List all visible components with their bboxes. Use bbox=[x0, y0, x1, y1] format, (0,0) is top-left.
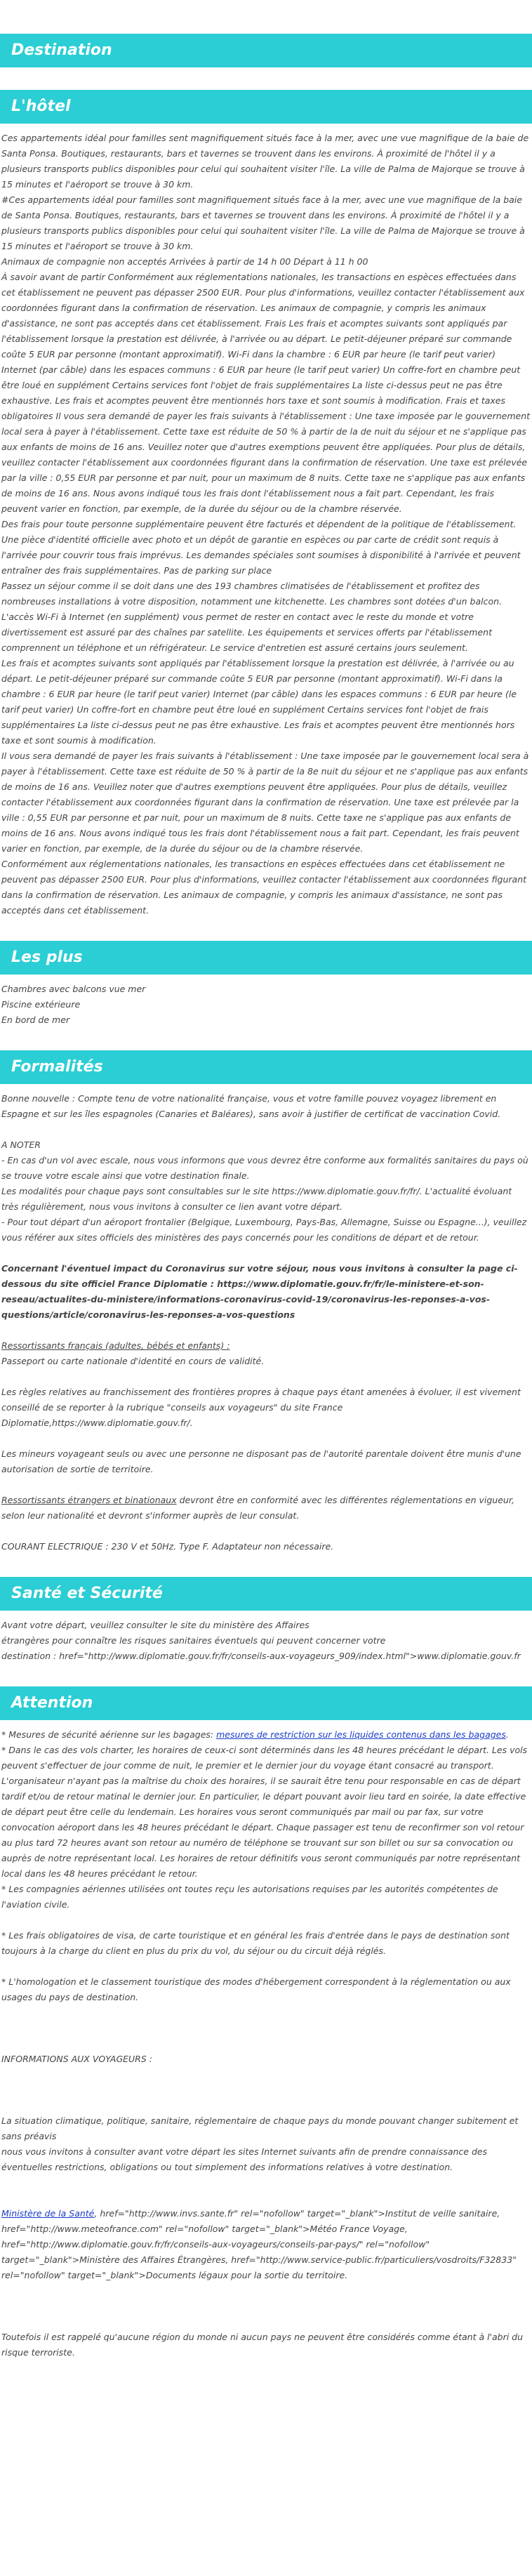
section-header-hotel bbox=[0, 90, 532, 124]
sante-line: destination : href="http://www.diplomatie.gouv.fr/fr/conseils-aux-voyageurs_909/index.html">www.diplomatie.gouv.fr bbox=[1, 1651, 521, 1661]
horaires-text: * Dans le cas des vols charter, les horaires de ceux-ci sont déterminés dans les 48 heures précédant le départ. Les vols peuvent s'effectuer de jour comme de nuit, le premier et le dernier jour du voyage étant consacré au transport. L'organisateur n'ayant pas la maîtrise du choix des horaires, il se saurait être tenu pour responsable en cas de départ tardif et/ou de retour matinal le dernier jour. En particulier, le départ pouvant avoir lieu tard en soirée, la date effective de départ peut être celle du lendemain. Les horaires vous seront communiqués par mail ou par fax, sur votre convocation aéroport dans les 48 heures précédant le départ. Chaque passager est tenu de reconfirmer son vol retour au plus tard 72 heures avant son retour au numéro de téléphone se trouvant sur son billet ou sur sa convocation ou auprès de notre représentant local. Les horaires de retour définitifs vous seront communiqués par notre représentant local dans les 48 heures précédant le retour. bbox=[1, 1745, 528, 1879]
infos-title: INFORMATIONS AUX VOYAGEURS : bbox=[1, 2054, 152, 2064]
useful-links-text: , href="http://www.invs.sante.fr" rel="nofollow" target="_blank">Institut de veille sanitaire, href="http://www.meteofrance.com" rel="nofollow" target="_blank">Météo France Voyage, href="http://www.diplomatie.gouv.fr/fr/conseils-aux-voyageurs/conseils-par-pays/" rel="nofollow" target="_blank">Ministère des Affaires Étrangères, href="http://www.service-public.fr/particuliers/vosdroits/F32833" rel="nofollow" target="_blank">Documents légaux pour la sortie du territoire. bbox=[1, 2208, 517, 2280]
plus-list bbox=[0, 982, 532, 1028]
sante-line: Avant votre départ, veuillez consulter le site du ministère des Affaires bbox=[1, 1620, 310, 1630]
foreign-nationals bbox=[1, 1493, 531, 1524]
hotel-paragraph: Animaux de compagnie non acceptés Arrivées à partir de 14 h 00 Départ à 11 h 00 bbox=[1, 256, 368, 267]
foreign-title: Ressortissants étrangers et binationaux bbox=[1, 1495, 177, 1505]
sante-content bbox=[0, 1618, 532, 1664]
section-title: Attention bbox=[11, 1694, 93, 1712]
hotel-paragraph: Passez un séjour comme il se doit dans une des 193 chambres climatisées de l'établissement et profitez des nombreuses installations à votre disposition, notamment une kitchenette. Les chambres sont dotées d'un balcon. L'accès Wi-Fi à Internet (en supplément) vous permet de rester en contact avec le reste du monde et votre divertissement est assuré par des chaînes par satellite. Les équipements et services offerts par l'établissement comprennent un téléphone et un réfrigérateur. Le service d'entretien est assuré certains jours seulement. bbox=[1, 581, 503, 653]
note-line: - Pour tout départ d'un aéroport frontalier (Belgique, Luxembourg, Pays-Bas, Allemagne, Suisse ou Espagne...), veuillez vous référer aux sites officiels des ministères des pays concernés pour les conditions de départ et de retour. bbox=[1, 1217, 527, 1243]
rules-text: Les règles relatives au franchissement des frontières propres à chaque pays étant amenées à évoluer, il est vivement conseillé de se reporter à la rubrique "conseils aux voyageurs" du site France Diplomatie,https://www.diplomatie.gouv.fr/. bbox=[1, 1387, 521, 1428]
terrorism-notice: Toutefois il est rappelé qu'aucune région du monde ni aucun pays ne peuvent être considérés comme étant à l'abri du risque terroriste. bbox=[1, 2332, 524, 2358]
section-header-sante bbox=[0, 1577, 532, 1611]
hotel-paragraph: À savoir avant de partir Conformément aux réglementations nationales, les transactions en espèces effectuées dans cet établissement ne peuvent pas dépasser 2500 EUR. Pour plus d'informations, veuillez contacter l'établissement aux coordonnées figurant dans la confirmation de réservation. Les animaux de compagnie, y compris les animaux d'assistance, ne sont pas acceptés dans cet établissement. Frais Les frais et acomptes suivants sont appliqués par l'établissement lorsque la prestation est délivrée, à l'arrivée ou au départ. Le petit-déjeuner préparé sur commande coûte 5 EUR par personne (montant approximatif). Wi-Fi dans la chambre : 6 EUR par heure (le tarif peut varier) Internet (par câble) dans les espaces communs : 6 EUR par heure (le tarif peut varier) Un coffre-fort en chambre peut être loué en supplément Certains services font l'objet de frais supplémentaires La liste ci-dessus peut ne pas être exhaustive. Les frais et acomptes peuvent être mentionnés hors taxe et sont soumis à modification. Frais et taxes obligatoires Il vous sera demandé de payer les frais suivants à l'établissement : Une taxe imposée par le gouvernement local sera à payer à l'établissement. Cette taxe est réduite de 50 % à partir de la de nuit du séjour et ne s'applique pas aux enfants de moins de 16 ans. Veuillez noter que d'autres exemptions peuvent être appliquées. Pour plus de détails, veuillez contacter l'établissement aux coordonnées figurant dans la confirmation de réservation. Une taxe est prélevée par la ville : 0,55 EUR par personne et par nuit, pour un maximum de 8 nuits. Cette taxe ne s'applique pas aux enfants de moins de 16 ans. Nous avons indiqué tous les frais dont l'établissement nous a fait part. Cependant, les frais peuvent varier en fonction, par exemple, de la durée du séjour ou de la chambre réservée. bbox=[1, 272, 531, 514]
hotel-paragraph: Ces appartements idéal pour familles sent magnifiquement situés face à la mer, avec une vue magnifique de la baie de Santa Ponsa. Boutiques, restaurants, bars et tavernes se trouvent dans les environs. À proximité de l'hôtel il y a plusieurs transports publics disponibles pour celui qui souhaitent visiter l'île. La ville de Palma de Majorque se trouve à 15 minutes et l'aéroport se trouve à 30 km. bbox=[1, 133, 529, 190]
useful-links bbox=[1, 2206, 531, 2283]
sante-line: étrangères pour connaître les risques sanitaires éventuels qui peuvent concerner votre bbox=[1, 1635, 386, 1646]
section-title: L'hôtel bbox=[11, 98, 71, 115]
bagages-prefix: * Mesures de sécurité aérienne sur les bagages: bbox=[1, 1729, 217, 1740]
hotel-paragraph: Les frais et acomptes suivants sont appliqués par l'établissement lorsque la prestation est délivrée, à l'arrivée ou au départ. Le petit-déjeuner préparé sur commande coûte 5 EUR par personne (montant approximatif). Wi-Fi dans la chambre : 6 EUR par heure (le tarif peut varier) Internet (par câble) dans les espaces communs : 6 EUR par heure (le tarif peut varier) Un coffre-fort en chambre peut être loué en supplément Certains services font l'objet de frais supplémentaires La liste ci-dessus peut ne pas être exhaustive. Les frais et acomptes peuvent être mentionnés hors taxe et sont soumis à modification. bbox=[1, 658, 517, 746]
hotel-paragraph: Il vous sera demandé de payer les frais suivants à l'établissement : Une taxe imposée par le gouvernement local sera à payer à l'établissement. Cette taxe est réduite de 50 % à partir de la 8e nuit du séjour et ne s'applique pas aux enfants de moins de 16 ans. Veuillez noter que d'autres exemptions peuvent être appliquées. Pour plus de détails, veuillez contacter l'établissement aux coordonnées figurant dans la confirmation de réservation. Une taxe est prélevée par la ville : 0,55 EUR par personne et par nuit, pour un maximum de 8 nuits. Cette taxe ne s'applique pas aux enfants de moins de 16 ans. Nous avons indiqué tous les frais dont l'établissement nous a fait part. Cependant, les frais peuvent varier en fonction, par exemple, de la durée du séjour ou de la chambre réservée. bbox=[1, 751, 529, 854]
hotel-paragraph: Conformément aux réglementations nationales, les transactions en espèces effectuées dans cet établissement ne peuvent pas dépasser 2500 EUR. Pour plus d'informations, veuillez contacter l'établissement aux coordonnées figurant dans la confirmation de réservation. Les animaux de compagnie, y compris les animaux d'assistance, ne sont pas acceptés dans cet établissement. bbox=[1, 859, 527, 916]
bagages-suffix: . bbox=[505, 1729, 509, 1740]
list-item: Chambres avec balcons vue mer bbox=[1, 984, 146, 994]
section-header-formalites bbox=[0, 1050, 532, 1084]
foreign-text: devront être en conformité avec les différentes réglementations en vigueur, selon leur nationalité et devront s'informer auprès de leur consulat. bbox=[1, 1495, 514, 1521]
bagages-rule bbox=[1, 1727, 531, 1743]
hotel-paragraph: #Ces appartements idéal pour familles sont magnifiquement situés face à la mer, avec une vue magnifique de la baie de Santa Ponsa. Boutiques, restaurants, bars et tavernes se trouvent dans les environs. À proximité de l'hôtel il y a plusieurs transports publics disponibles pour celui qui souhaitent visiter l'île. La ville de Palma de Majorque se trouve à 15 minutes et l'aéroport se trouve à 30 km. bbox=[1, 194, 525, 251]
hotel-paragraph: Des frais pour toute personne supplémentaire peuvent être facturés et dépendent de la politique de l'établissement. Une pièce d'identité officielle avec photo et un dépôt de garantie en espèces ou par carte de crédit sont requis à l'arrivée pour couvrir tous frais imprévus. Les demandes spéciales sont soumises à disponibilité à l'arrivée et peuvent entraîner des frais supplémentaires. Pas de parking sur place bbox=[1, 519, 521, 576]
section-header-destination bbox=[0, 34, 532, 67]
resid-fr-title: Ressortissants français (adultes, bébés et enfants) : bbox=[1, 1340, 230, 1351]
frais-text: * Les frais obligatoires de visa, de carte touristique et en général les frais d'entrée dans le pays de destination sont toujours à la charge du client en plus du prix du vol, du séjour ou du circuit déjà réglés. bbox=[1, 1930, 510, 1956]
section-header-plus bbox=[0, 941, 532, 975]
homologation-text: * L'homologation et le classement touristique des modes d'hébergement correspondent à la réglementation ou aux usages du pays de destination. bbox=[1, 1976, 511, 2002]
section-title: Les plus bbox=[11, 949, 83, 966]
covid-notice: Concernant l'éventuel impact du Coronavirus sur votre séjour, nous vous invitons à consulter la page ci-dessous du site officiel France Diplomatie : https://www.diplomatie.gouv.fr/fr/le-ministere-et-son-reseau/actualites-du-ministere/informations-coronavirus-covid-19/coronavirus-les-reponses-a-vos-questions/article/coronavirus-les-reponses-a-vos-questions bbox=[1, 1263, 518, 1320]
minors-text: Les mineurs voyageant seuls ou avec une personne ne disposant pas de l'autorité parentale doivent être munis d'une autorisation de sortie de territoire. bbox=[1, 1448, 521, 1474]
compagnies-text: * Les compagnies aériennes utilisées ont toutes reçu les autorisations requises par les autorités compétentes de l'aviation civile. bbox=[1, 1884, 498, 1910]
formalites-content bbox=[0, 1091, 532, 1554]
section-title: Formalités bbox=[11, 1058, 103, 1076]
electric-info: COURANT ELECTRIQUE : 230 V et 50Hz. Type F. Adaptateur non nécessaire. bbox=[1, 1541, 334, 1552]
list-item: Piscine extérieure bbox=[1, 999, 81, 1010]
ministere-sante-link[interactable]: Ministère de la Santé bbox=[1, 2208, 95, 2219]
note-title: A NOTER bbox=[1, 1140, 41, 1150]
note-line: Les modalités pour chaque pays sont consultables sur le site https://www.diplomatie.gouv.fr/fr/. L'actualité évoluant très régulièrement, nous vous invitons à consulter ce lien avant votre départ. bbox=[1, 1186, 512, 1212]
section-title: Santé et Sécurité bbox=[11, 1585, 163, 1602]
section-header-attention bbox=[0, 1686, 532, 1720]
invitation-text: nous vous invitons à consulter avant votre départ les sites Internet suivants afin de prendre connaissance des éventuelles restrictions, obligations ou tout simplement des informations relatives à votre destination. bbox=[1, 2146, 488, 2172]
section-title: Destination bbox=[11, 41, 112, 59]
liquids-restriction-link[interactable]: mesures de restriction sur les liquides contenus dans les bagages bbox=[216, 1729, 506, 1740]
situation-text: La situation climatique, politique, sanitaire, réglementaire de chaque pays du monde pouvant changer subitement et sans préavis bbox=[1, 2115, 519, 2141]
hotel-description bbox=[0, 131, 532, 918]
formalites-intro: Bonne nouvelle : Compte tenu de votre nationalité française, vous et votre famille pouvez voyagez librement en Espagne et sur les îles espagnoles (Canaries et Baléares), sans avoir à justifier de certificat de vaccination Covid. bbox=[1, 1093, 501, 1119]
list-item: En bord de mer bbox=[1, 1015, 70, 1025]
note-line: - En cas d'un vol avec escale, nous vous informons que vous devrez être conforme aux formalités sanitaires du pays où se trouve votre escale ainsi que votre destination finale. bbox=[1, 1155, 528, 1181]
resid-fr-text: Passeport ou carte nationale d'identité en cours de validité. bbox=[1, 1356, 265, 1366]
attention-content bbox=[0, 1727, 532, 2360]
